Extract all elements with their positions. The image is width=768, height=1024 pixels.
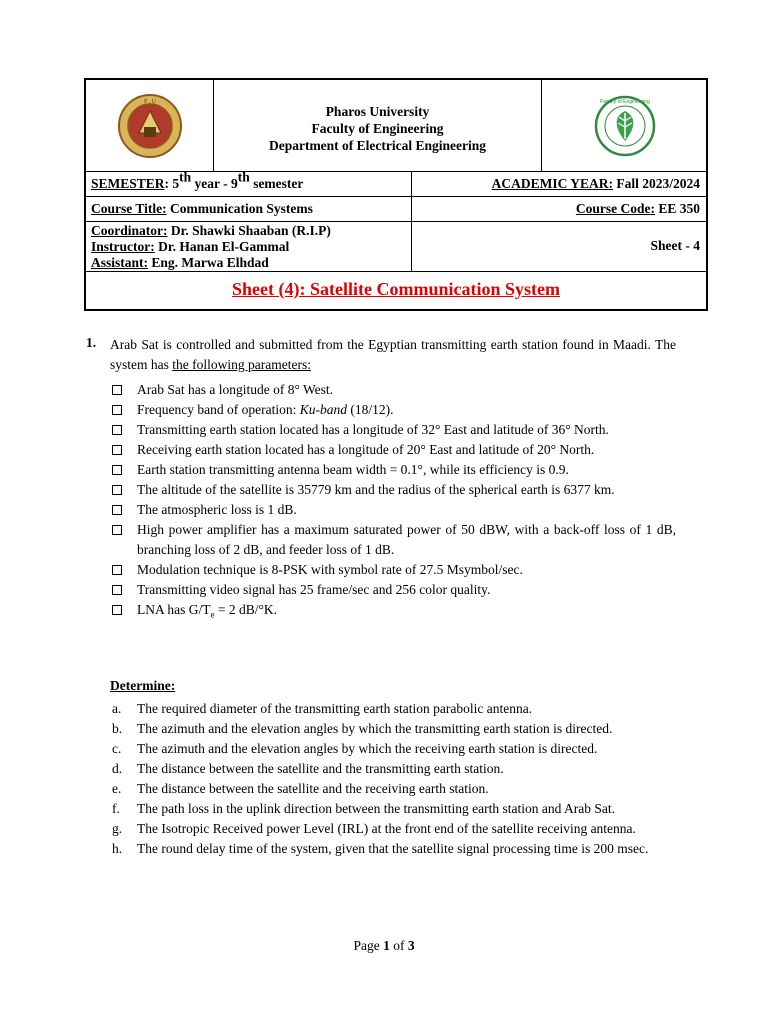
question-intro-text: Arab Sat is controlled and submitted from the Egyptian transmitting earth station found in Maadi. The system has: [110, 337, 676, 372]
question-number: 1.: [86, 335, 97, 350]
task-list: [110, 699, 676, 859]
checkbox-icon: [112, 385, 122, 395]
academic-year-cell: [412, 172, 706, 196]
semester-value-c: semester: [249, 176, 304, 191]
checkbox-icon: [112, 585, 122, 595]
list-item: g. The Isotropic Received power Level (IRL) at the front end of the satellite receiving antenna.: [112, 821, 636, 836]
list-item: High power amplifier has a maximum saturated power of 50 dBW, with a back-off loss of 1 dB, branching loss of 2 dB, and feeder loss of 1 dB.: [110, 520, 676, 560]
assistant-value: Eng. Marwa Elhdad: [148, 255, 269, 270]
list-item: h. The round delay time of the system, given that the satellite signal processing time is 200 msec.: [112, 841, 649, 856]
list-item: d. The distance between the satellite and the transmitting earth station.: [112, 761, 504, 776]
header-row-semester: [86, 169, 706, 197]
list-item: a. The required diameter of the transmitting earth station parabolic antenna.: [112, 701, 533, 716]
question-intro: [110, 335, 676, 375]
page-mid: of: [389, 938, 408, 953]
university-logo: [86, 80, 214, 171]
question-intro-underlined: the following parameters:: [172, 357, 311, 372]
checkbox-icon: [112, 445, 122, 455]
course-title-value: Communication Systems: [166, 201, 313, 216]
semester-sup-a: th: [179, 169, 192, 185]
semester-label: SEMESTER: [91, 176, 165, 191]
coordinator-label: Coordinator:: [91, 223, 168, 238]
list-item: c. The azimuth and the elevation angles by which the receiving earth station is directed.: [112, 741, 598, 756]
academic-year-label: ACADEMIC YEAR:: [491, 176, 613, 191]
determine-heading: Determine:: [110, 678, 176, 693]
sheet-title: Sheet (4): Satellite Communication System: [232, 279, 560, 299]
course-code-value: EE 350: [654, 201, 700, 216]
list-item: Arab Sat has a longitude of 8° West.: [110, 380, 676, 400]
coordinator-value: Dr. Shawki Shaaban (R.I.P): [167, 223, 331, 238]
page-prefix: Page: [353, 938, 384, 953]
checkbox-icon: [112, 425, 122, 435]
faculty-name: Faculty of Engineering: [311, 121, 444, 136]
course-code-label: Course Code:: [575, 201, 655, 216]
sheet-number-cell: [412, 222, 706, 271]
list-item: b. The azimuth and the elevation angles by which the transmitting earth station is directed.: [112, 721, 613, 736]
staff-cell: [86, 222, 412, 271]
sheet-number: Sheet - 4: [650, 238, 700, 253]
checkbox-icon: [112, 405, 122, 415]
header-row-staff: [86, 222, 706, 272]
academic-year-value: Fall 2023/2024: [613, 176, 700, 191]
list-item: LNA has $G/T_e = 2$ dB/°K.: [110, 600, 676, 620]
list-item: Earth station transmitting antenna beam width = 0.1°, while its efficiency is 0.9.: [110, 460, 676, 480]
semester-value-b: year - 9: [191, 176, 238, 191]
list-item: Transmitting earth station located has a longitude of 32° East and latitude of 36° North.: [110, 420, 676, 440]
header-row-title: [86, 272, 706, 309]
list-item: Transmitting video signal has 25 frame/sec and 256 color quality.: [110, 580, 676, 600]
list-item: The altitude of the satellite is 35779 km and the radius of the spherical earth is 6377 km.: [110, 480, 676, 500]
svg-text:P . U: P . U: [143, 98, 156, 105]
list-item: The atmospheric loss is 1 dB.: [110, 500, 676, 520]
list-item: Frequency band of operation: Ku-band (18/12).: [110, 400, 676, 420]
page-number: 1: [383, 938, 390, 953]
semester-cell: [86, 169, 412, 196]
checkbox-icon: [112, 465, 122, 475]
semester-sup-b: th: [237, 169, 250, 185]
list-item: e. The distance between the satellite and the receiving earth station.: [112, 781, 489, 796]
instructor-value: Dr. Hanan El-Gammal: [154, 239, 290, 254]
checkbox-icon: [112, 485, 122, 495]
department-name: Department of Electrical Engineering: [268, 138, 487, 153]
checkbox-icon: [112, 565, 122, 575]
semester-value-a: : 5: [164, 176, 180, 191]
header-row-university: [86, 80, 706, 172]
page-footer: [0, 938, 768, 954]
list-item: Receiving earth station located has a longitude of 20° East and latitude of 20° North.: [110, 440, 676, 460]
faculty-leaf-icon: [594, 95, 656, 157]
svg-text:Faculty of Engineering: Faculty of Engineering: [600, 98, 650, 105]
university-block: [214, 80, 542, 171]
faculty-logo: [542, 80, 708, 171]
assistant-label: Assistant:: [91, 255, 149, 270]
course-title-cell: [86, 197, 412, 221]
page-total: 3: [407, 938, 415, 953]
checkbox-icon: [112, 505, 122, 515]
checkbox-icon: [112, 525, 122, 535]
list-item: Modulation technique is 8-PSK with symbol rate of 27.5 Msymbol/sec.: [110, 560, 676, 580]
course-title-label: Course Title:: [91, 201, 167, 216]
checkbox-icon: [112, 605, 122, 615]
header-table: [84, 78, 708, 311]
header-row-course: [86, 197, 706, 222]
parameter-list: [110, 380, 676, 620]
list-item: f. The path loss in the uplink direction between the transmitting earth station and Arab Sat.: [112, 801, 616, 816]
instructor-label: Instructor:: [91, 239, 155, 254]
university-seal-icon: [117, 93, 183, 159]
course-code-cell: [412, 197, 706, 221]
university-name: Pharos University: [325, 104, 430, 119]
